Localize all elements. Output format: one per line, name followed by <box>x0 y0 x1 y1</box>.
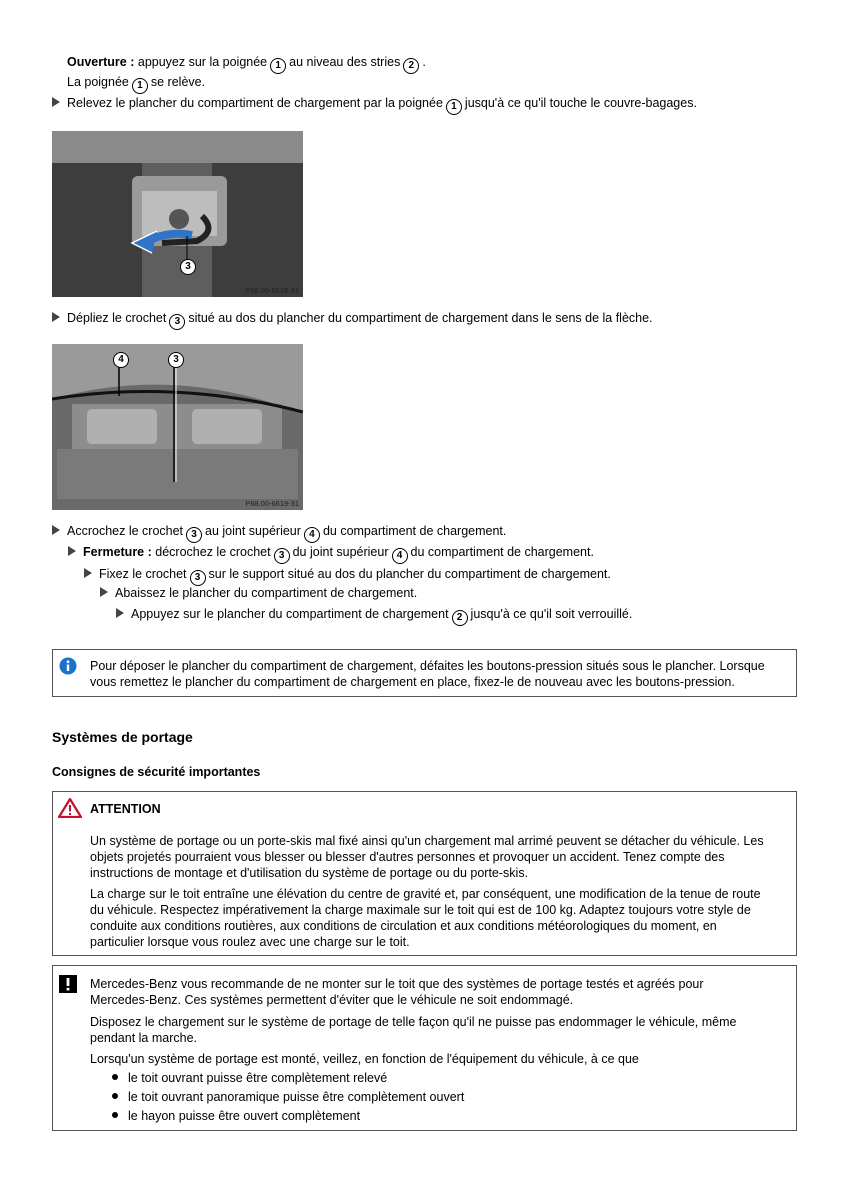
notice-paragraph-3: Lorsqu'un système de portage est monté, veillez, en fonction de l'équipement du véhicule, à ce que <box>90 1052 639 1066</box>
warning-line: objets projetés pourraient vous blesser ou blesser d'autres personnes et provoquer un accident. Tenez compte des <box>90 850 725 864</box>
step-unfold <box>52 310 653 330</box>
callout-number: 3 <box>186 527 202 543</box>
step-text: du compartiment de chargement. <box>322 524 507 538</box>
step-2 <box>68 544 594 564</box>
opening-label: Ouverture : <box>67 55 135 69</box>
figure2-callout-4: 4 <box>113 352 129 368</box>
intro-line-2 <box>67 74 205 94</box>
callout-number: 3 <box>169 314 185 330</box>
figure2-code: P68.00-6619-31 <box>245 499 299 508</box>
step-arrow-icon <box>52 97 60 107</box>
callout-number: 1 <box>270 58 286 74</box>
figure2-callout-3: 3 <box>168 352 184 368</box>
callout-number: 2 <box>452 610 468 626</box>
step-text: décrochez le crochet <box>155 545 271 559</box>
step-text: du compartiment de chargement. <box>410 545 594 559</box>
exclamation-icon <box>59 975 77 993</box>
figure1-code: P68.00-6618-31 <box>245 286 299 295</box>
callout-number: 4 <box>392 548 408 564</box>
step-4 <box>100 585 417 601</box>
step-text: Appuyez sur le plancher du compartiment de chargement <box>131 607 449 621</box>
step-text: Dépliez le crochet <box>67 311 167 325</box>
notice-box <box>52 965 797 1131</box>
step-arrow-icon <box>52 312 60 322</box>
figure-handle-hook <box>52 131 303 297</box>
notice-line: Disposez le chargement sur le système de portage de telle façon qu'il ne puisse pas endommager le véhicule, même <box>90 1015 737 1029</box>
step-arrow-icon <box>100 587 108 597</box>
info-note-line: vous remettez le plancher du compartiment de chargement en place, fixez-le de nouveau avec les boutons-pression. <box>90 675 735 689</box>
intro-line-1 <box>67 54 426 74</box>
step-text: sur le support situé au dos du plancher du compartiment de chargement. <box>208 567 611 581</box>
step-arrow-icon <box>68 546 76 556</box>
warning-paragraph-2 <box>90 886 761 950</box>
step-text: au joint supérieur <box>205 524 301 538</box>
callout-number: 1 <box>132 78 148 94</box>
step-text: jusqu'à ce qu'il soit verrouillé. <box>470 607 633 621</box>
notice-bullet <box>112 1070 387 1086</box>
callout-number: 2 <box>403 58 419 74</box>
notice-bullet <box>112 1089 464 1105</box>
callout-number: 1 <box>446 99 462 115</box>
info-note-text <box>90 658 765 690</box>
warning-line: conduite aux conditions routières, aux conditions de circulation et aux conditions météorologiques du moment, en <box>90 919 717 933</box>
warning-title: ATTENTION <box>90 802 161 816</box>
intro-text: . <box>422 55 426 69</box>
intro-text: appuyez sur la poignée <box>137 55 268 69</box>
step-text: du joint supérieur <box>292 545 389 559</box>
subsection-title: Consignes de sécurité importantes <box>52 765 261 779</box>
info-icon <box>59 657 77 675</box>
notice-paragraph-1 <box>90 976 704 1008</box>
info-note-box <box>52 649 797 697</box>
intro-text: au niveau des stries <box>289 55 401 69</box>
trunk-illustration <box>52 344 303 510</box>
notice-bullet <box>112 1108 360 1124</box>
notice-paragraph-2 <box>90 1014 736 1046</box>
figure1-callout: 3 <box>180 259 196 275</box>
callout-number: 4 <box>304 527 320 543</box>
step-text: Fixez le crochet <box>99 567 187 581</box>
notice-line: Mercedes-Benz. Ces systèmes permettent d'éviter que le véhicule ne soit endommagé. <box>90 993 574 1007</box>
warning-triangle-icon <box>58 798 82 818</box>
step-text: Relevez le plancher du compartiment de chargement par la poignée <box>67 96 443 110</box>
info-note-line: Pour déposer le plancher du compartiment de chargement, défaites les boutons-pression situés sous le plancher. Lorsque <box>90 659 765 673</box>
bullet-text: le toit ouvrant panoramique puisse être complètement ouvert <box>128 1090 465 1104</box>
step-text: situé au dos du plancher du compartiment de chargement dans le sens de la flèche. <box>188 311 653 325</box>
step-text: Accrochez le crochet <box>67 524 184 538</box>
bullet-text: le toit ouvrant puisse être complètement relevé <box>128 1071 388 1085</box>
warning-line: du véhicule. Respectez impérativement la charge maximale sur le toit qui est de 100 kg. Adaptez toujours votre style de <box>90 903 751 917</box>
bullet-dot-icon <box>112 1093 118 1099</box>
notice-line: pendant la marche. <box>90 1031 198 1045</box>
step-arrow-icon <box>116 608 124 618</box>
step-arrow-icon <box>84 568 92 578</box>
step-3 <box>84 566 611 586</box>
bullet-dot-icon <box>112 1112 118 1118</box>
bullet-dot-icon <box>112 1074 118 1080</box>
warning-line: instructions de montage et d'utilisation du système de portage ou du porte-skis. <box>90 866 529 880</box>
callout-number: 3 <box>190 570 206 586</box>
intro-text: La poignée <box>67 75 129 89</box>
warning-line: Un système de portage ou un porte-skis mal fixé ainsi qu'un chargement mal arrimé peuvent se détacher du véhicule. Les <box>90 834 764 848</box>
bullet-text: le hayon puisse être ouvert complètement <box>128 1109 361 1123</box>
callout-number: 3 <box>274 548 290 564</box>
section-title: Systèmes de portage <box>52 729 193 745</box>
warning-line: particulier lorsque vous roulez avec une charge sur le toit. <box>90 935 410 949</box>
intro-text: se relève. <box>150 75 206 89</box>
figure-trunk <box>52 344 303 510</box>
warning-paragraph-1 <box>90 833 764 881</box>
warning-box <box>52 791 797 956</box>
step-arrow-icon <box>52 525 60 535</box>
step-text: Abaissez le plancher du compartiment de chargement. <box>115 586 418 600</box>
step-text: jusqu'à ce qu'il touche le couvre-bagages. <box>464 96 697 110</box>
intro-step <box>52 95 697 115</box>
notice-line: Mercedes-Benz vous recommande de ne monter sur le toit que des systèmes de portage testés et agréés pour <box>90 977 704 991</box>
closing-label: Fermeture : <box>83 545 152 559</box>
warning-line: La charge sur le toit entraîne une élévation du centre de gravité et, par conséquent, une modification de la tenue de route <box>90 887 761 901</box>
step-1 <box>52 523 506 543</box>
step-5 <box>116 606 632 626</box>
handle-hook-illustration <box>52 131 303 297</box>
